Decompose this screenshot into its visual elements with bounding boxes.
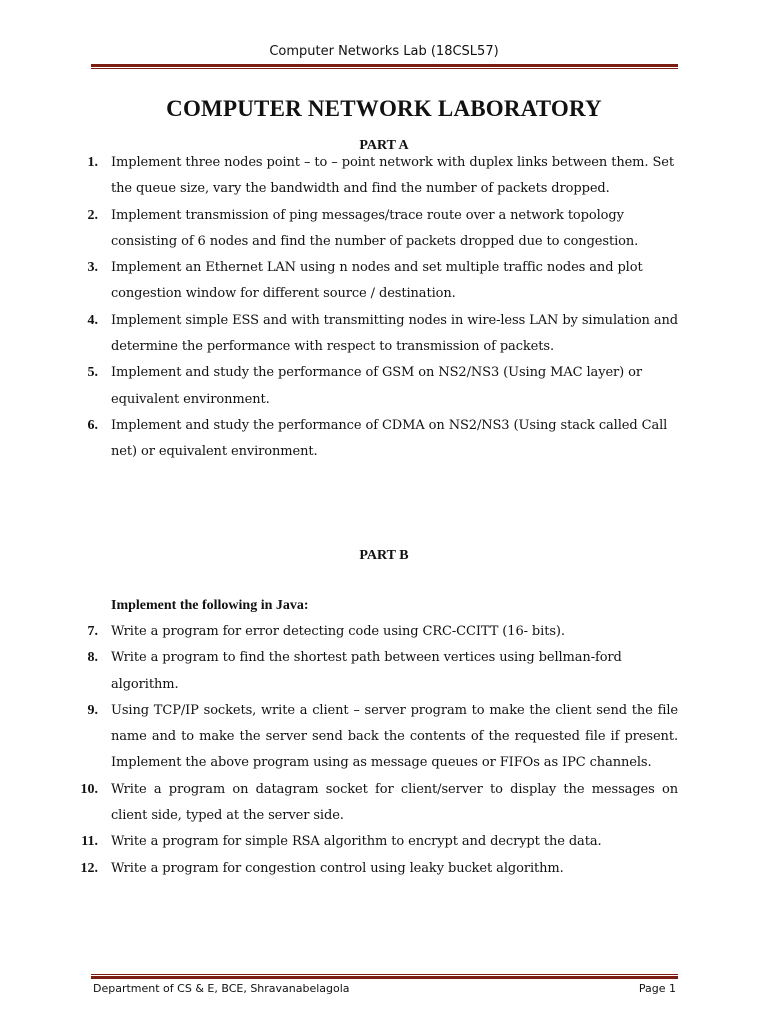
item-text: Implement transmission of ping messages/trace route over a network topology consisting of 6 nodes and find the number of packets dropped due to congestion.: [111, 207, 639, 249]
item-text: Write a program for error detecting code using CRC-CCITT (16- bits).: [111, 624, 565, 639]
footer-rule: [91, 974, 678, 979]
list-item: [0, 645, 768, 698]
list-item: [0, 203, 768, 256]
part-a-heading: PART A: [359, 138, 409, 153]
list-item: [0, 619, 768, 645]
item-text: Implement and study the performance of GSM on NS2/NS3 (Using MAC layer) or equivalent environment.: [111, 365, 643, 407]
item-text: Implement three nodes point – to – point network with duplex links between them. Set the queue size, vary the bandwidth and find the number of packets dropped.: [111, 155, 674, 197]
item-number: 10.: [80, 781, 98, 797]
document-title: COMPUTER NETWORK LABORATORY: [166, 96, 602, 121]
header-rule-thin: [91, 68, 678, 69]
list-item: [0, 255, 768, 308]
item-number: 8.: [87, 650, 98, 666]
list-item: [0, 360, 768, 413]
item-number: 9.: [87, 702, 98, 718]
list-item: [0, 150, 768, 203]
item-text: Write a program for simple RSA algorithm to encrypt and decrypt the data.: [111, 834, 602, 850]
footer-page-number: Page 1: [638, 982, 676, 995]
item-text: Write a program to find the shortest path between vertices using bellman-ford algorithm.: [111, 650, 622, 692]
item-number: 11.: [81, 834, 98, 850]
item-number: 7.: [87, 624, 98, 639]
list-item: [0, 856, 768, 882]
item-number: 12.: [80, 860, 98, 876]
header-rule: [91, 64, 678, 69]
item-number: 3.: [87, 260, 98, 276]
item-text: Implement an Ethernet LAN using n nodes and set multiple traffic nodes and plot congestion window for different source / destination.: [111, 260, 643, 302]
list-item: [0, 698, 768, 777]
list-item: [0, 308, 768, 361]
item-text: Implement simple ESS and with transmitting nodes in wire-less LAN by simulation and determine the performance with respect to transmission of packets.: [111, 312, 679, 355]
item-text: Using TCP/IP sockets, write a client – server program to make the client send the file name and to make the server send back the contents of the requested file if present. Implement the above program using as message queues or FIFOs as IPC channels.: [111, 702, 678, 771]
item-number: 2.: [87, 207, 98, 223]
item-text: Implement and study the performance of CDMA on NS2/NS3 (Using stack called Call net) or equivalent environment.: [111, 417, 668, 460]
item-number: 4.: [87, 312, 98, 328]
footer-department: Department of CS & E, BCE, Shravanabelagola: [93, 982, 350, 995]
item-number: 5.: [87, 365, 98, 381]
running-header: Computer Networks Lab (18CSL57): [269, 44, 499, 59]
part-b-heading: PART B: [359, 548, 409, 563]
footer-rule-thick: [91, 976, 678, 979]
part-a-list: [0, 150, 768, 466]
footer-rule-thin: [91, 974, 678, 975]
list-item: [0, 829, 768, 855]
item-number: 6.: [87, 417, 98, 433]
header-rule-thick: [91, 64, 678, 67]
item-text: Write a program on datagram socket for client/server to display the messages on client side, typed at the server side.: [111, 781, 678, 824]
part-b-list: [0, 619, 768, 882]
item-text: Write a program for congestion control using leaky bucket algorithm.: [111, 860, 564, 876]
item-number: 1.: [87, 155, 98, 170]
list-item: [0, 413, 768, 466]
list-item: [0, 777, 768, 830]
part-b-subheading: Implement the following in Java:: [111, 598, 309, 613]
